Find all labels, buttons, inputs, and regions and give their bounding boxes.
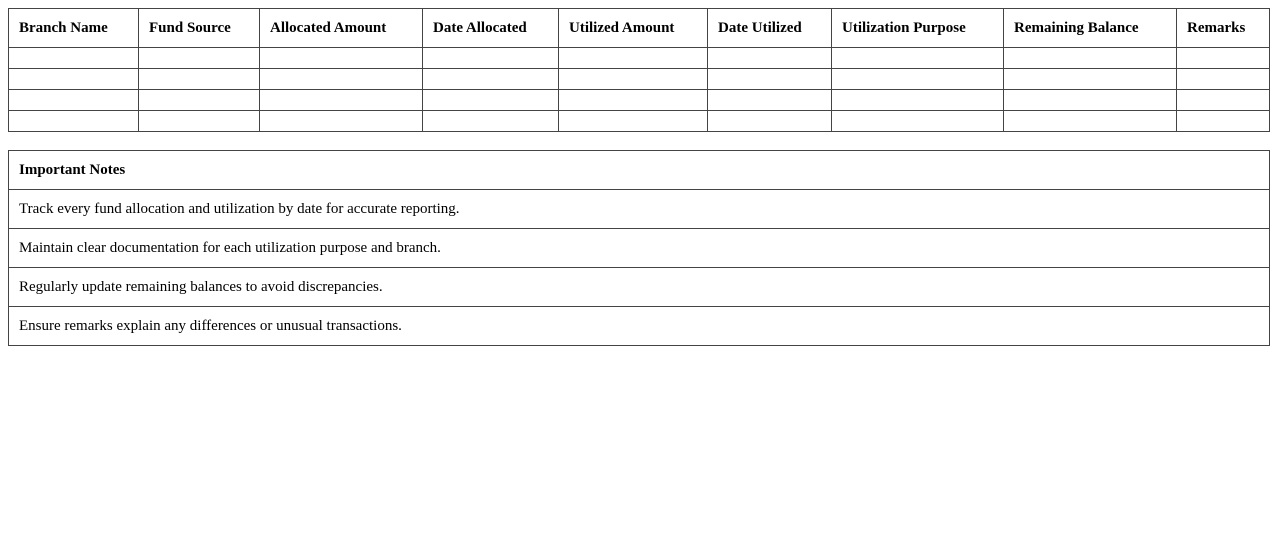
empty-cell[interactable] [1004,90,1177,111]
empty-cell[interactable] [260,48,423,69]
table-row [9,48,1270,69]
empty-cell[interactable] [708,90,832,111]
header-fund-source: Fund Source [139,9,260,48]
header-allocated-amount: Allocated Amount [260,9,423,48]
empty-cell[interactable] [139,69,260,90]
empty-cell[interactable] [423,111,559,132]
fund-tracking-table [8,8,1270,132]
empty-cell[interactable] [708,69,832,90]
important-notes-table [8,150,1270,346]
empty-cell[interactable] [1004,69,1177,90]
empty-cell[interactable] [9,48,139,69]
empty-cell[interactable] [559,90,708,111]
table-row [9,69,1270,90]
note-item: Track every fund allocation and utilization by date for accurate reporting. [9,190,1270,229]
empty-cell[interactable] [1004,48,1177,69]
empty-cell[interactable] [139,111,260,132]
note-item: Regularly update remaining balances to avoid discrepancies. [9,268,1270,307]
empty-cell[interactable] [832,90,1004,111]
empty-cell[interactable] [260,90,423,111]
empty-cell[interactable] [9,69,139,90]
empty-cell[interactable] [1177,48,1270,69]
empty-cell[interactable] [423,69,559,90]
note-item: Maintain clear documentation for each utilization purpose and branch. [9,229,1270,268]
empty-cell[interactable] [1177,69,1270,90]
empty-cell[interactable] [423,90,559,111]
header-remarks: Remarks [1177,9,1270,48]
empty-cell[interactable] [423,48,559,69]
empty-cell[interactable] [708,111,832,132]
table-row [9,111,1270,132]
empty-cell[interactable] [559,48,708,69]
notes-title: Important Notes [9,151,1270,190]
empty-cell[interactable] [139,90,260,111]
empty-cell[interactable] [1004,111,1177,132]
header-date-utilized: Date Utilized [708,9,832,48]
empty-cell[interactable] [832,48,1004,69]
table-header-row [9,9,1270,48]
header-remaining-balance: Remaining Balance [1004,9,1177,48]
note-item: Ensure remarks explain any differences or unusual transactions. [9,307,1270,346]
table-row [9,90,1270,111]
empty-cell[interactable] [832,111,1004,132]
empty-cell[interactable] [260,69,423,90]
header-date-allocated: Date Allocated [423,9,559,48]
empty-cell[interactable] [9,90,139,111]
empty-cell[interactable] [9,111,139,132]
empty-cell[interactable] [260,111,423,132]
empty-cell[interactable] [708,48,832,69]
empty-cell[interactable] [832,69,1004,90]
empty-cell[interactable] [1177,111,1270,132]
header-branch-name: Branch Name [9,9,139,48]
header-utilized-amount: Utilized Amount [559,9,708,48]
empty-cell[interactable] [139,48,260,69]
empty-cell[interactable] [1177,90,1270,111]
header-utilization-purpose: Utilization Purpose [832,9,1004,48]
empty-cell[interactable] [559,111,708,132]
empty-cell[interactable] [559,69,708,90]
